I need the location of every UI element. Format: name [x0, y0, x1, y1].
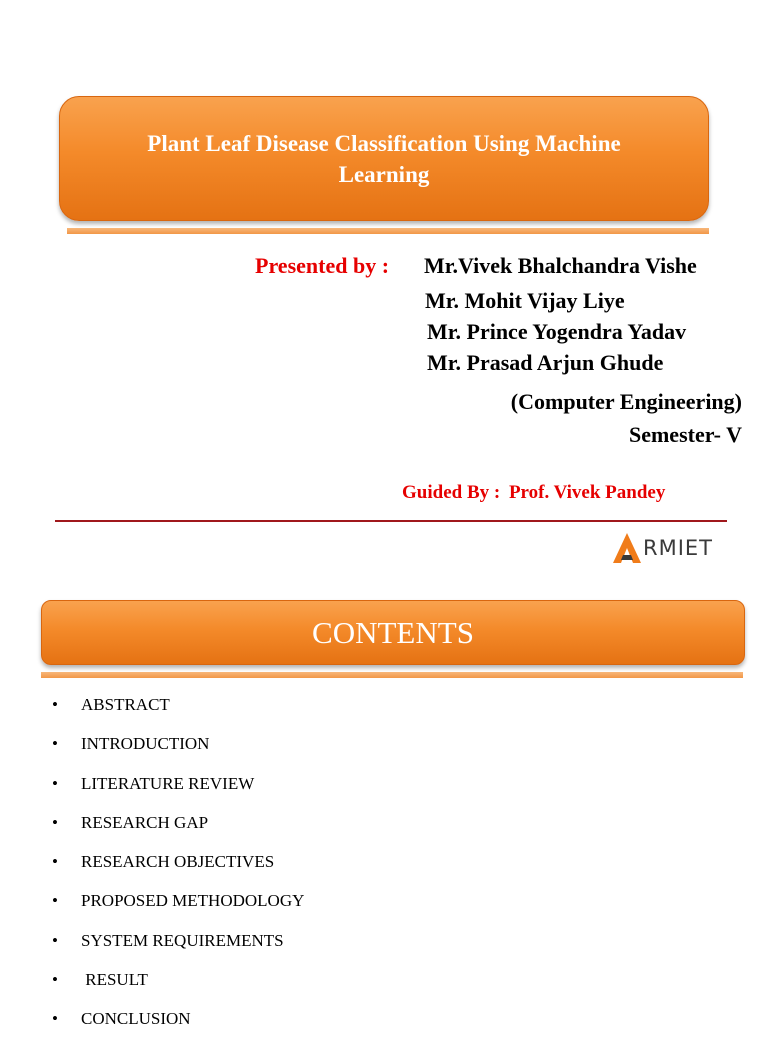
list-item-label: PROPOSED METHODOLOGY — [81, 891, 305, 911]
contents-heading: CONTENTS — [312, 614, 474, 650]
contents-list — [50, 690, 304, 1044]
list-item-label: RESEARCH OBJECTIVES — [81, 852, 275, 872]
presenter-name: Mr. Mohit Vijay Liye — [425, 288, 625, 313]
list-item — [50, 690, 304, 729]
contents-banner-underline — [41, 672, 743, 678]
list-item-label: RESEARCH GAP — [81, 812, 209, 832]
presenter-name: Mr.Vivek Bhalchandra Vishe — [424, 253, 697, 278]
list-item — [50, 886, 304, 925]
guided-by — [402, 482, 665, 504]
contents-banner — [41, 600, 745, 665]
logo-a-icon — [612, 531, 642, 565]
list-item-label: INTRODUCTION — [81, 734, 210, 754]
armiet-logo — [612, 530, 728, 566]
list-item-label: LITERATURE REVIEW — [81, 773, 255, 793]
bullet: • — [52, 1009, 58, 1029]
list-item — [50, 808, 304, 847]
presenter-name: Mr. Prasad Arjun Ghude — [427, 350, 664, 375]
bullet: • — [52, 852, 58, 872]
guide-name: Prof. Vivek Pandey — [508, 482, 666, 503]
list-item-label: RESULT — [81, 970, 148, 990]
guided-by-label: Guided By : — [402, 482, 501, 503]
presenter-name: Mr. Prince Yogendra Yadav — [427, 319, 687, 344]
list-item — [50, 847, 304, 886]
list-item — [50, 965, 304, 1004]
presentation-title: Plant Leaf Disease Classification Using Machine Learning — [147, 130, 621, 187]
list-item-label: SYSTEM REQUIREMENTS — [81, 930, 284, 950]
list-item-label: ABSTRACT — [81, 695, 170, 714]
bullet: • — [52, 891, 58, 911]
title-banner — [59, 96, 709, 221]
bullet: • — [52, 812, 58, 832]
bullet: • — [52, 970, 58, 990]
list-item — [50, 729, 304, 768]
presented-by-label: Presented by : — [255, 253, 390, 278]
divider-rule — [55, 520, 727, 522]
department: (Computer Engineering) — [510, 389, 742, 414]
list-item — [50, 1004, 304, 1043]
bullet: • — [52, 773, 58, 793]
bullet: • — [52, 930, 58, 950]
semester: Semester- V — [628, 422, 742, 447]
list-item — [50, 769, 304, 808]
title-banner-underline — [67, 228, 709, 234]
bullet: • — [52, 695, 58, 714]
list-item-label: CONCLUSION — [81, 1009, 191, 1029]
list-item — [50, 926, 304, 965]
bullet: • — [52, 734, 58, 754]
logo-text: RMIET — [643, 536, 713, 560]
